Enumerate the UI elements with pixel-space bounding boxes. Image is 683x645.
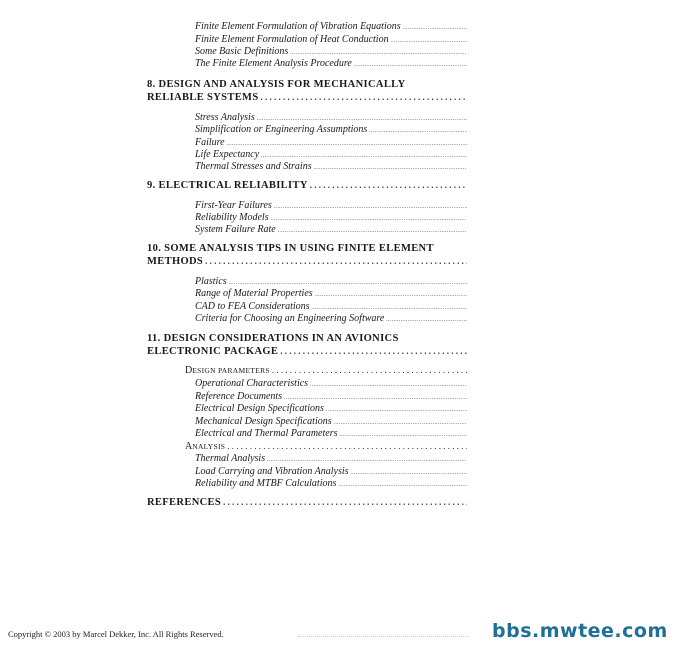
toc-entry-title: Plastics <box>195 276 227 287</box>
dot-leader <box>278 228 467 234</box>
dot-leader <box>338 482 467 488</box>
toc-entry-title: Thermal Stresses and Strains <box>195 161 312 172</box>
toc-entry[interactable] <box>195 224 467 237</box>
dot-leader <box>326 407 467 413</box>
dot-leader <box>315 292 467 298</box>
toc-entry[interactable] <box>195 124 467 137</box>
toc-entry-title: Stress Analysis <box>195 112 255 123</box>
dot-leader <box>227 441 467 451</box>
toc-entry-title: Range of Material Properties <box>195 288 313 299</box>
group-title-rest: ESIGN PARAMETERS <box>192 366 270 375</box>
toc-entry-title: Life Expectancy <box>195 149 260 160</box>
toc-entry-title: Electrical and Thermal Parameters <box>195 428 338 439</box>
toc-entry[interactable] <box>195 161 467 174</box>
footer-divider <box>298 636 468 637</box>
chapter-heading-11[interactable]: 11. DESIGN CONSIDERATIONS IN AN AVIONICS <box>147 333 399 344</box>
dot-leader <box>290 50 467 56</box>
toc-entry[interactable] <box>195 453 467 466</box>
dot-leader <box>369 128 467 134</box>
copyright-notice: Copyright © 2003 by Marcel Dekker, Inc. All Rights Reserved. <box>8 629 224 639</box>
toc-entry[interactable] <box>195 21 467 34</box>
dot-leader <box>205 256 467 266</box>
chapter-heading-8[interactable]: 8. DESIGN AND ANALYSIS FOR MECHANICALLY <box>147 79 406 90</box>
dot-leader <box>334 420 467 426</box>
toc-entry[interactable] <box>195 58 467 71</box>
toc-entry-title: Some Basic Definitions <box>195 46 289 57</box>
chapter-heading-9[interactable] <box>147 180 467 194</box>
dot-leader <box>261 153 467 159</box>
toc-entry-title: Reference Documents <box>195 391 283 402</box>
references-heading[interactable] <box>147 497 467 511</box>
dot-leader <box>314 165 467 171</box>
group-title-initial: D <box>185 365 193 376</box>
dot-leader <box>271 216 467 222</box>
toc-entry-title: Thermal Analysis <box>195 453 266 464</box>
toc-group-design-parameters[interactable] <box>185 365 467 378</box>
group-title-rest: NALYSIS <box>192 442 226 451</box>
toc-entry[interactable] <box>195 378 467 391</box>
dot-leader <box>310 382 467 388</box>
toc-entry-title: Load Carrying and Vibration Analysis <box>195 466 349 477</box>
dot-leader <box>391 38 467 44</box>
dot-leader <box>339 432 467 438</box>
toc-entry[interactable] <box>195 403 467 416</box>
chapter-heading-10-line2[interactable] <box>147 256 467 270</box>
dot-leader <box>261 92 467 102</box>
toc-entry[interactable] <box>195 288 467 301</box>
dot-leader <box>310 180 467 190</box>
dot-leader <box>312 305 467 311</box>
toc-entry[interactable] <box>195 428 467 441</box>
watermark-logo[interactable]: bbs.mwtee.com <box>492 620 668 642</box>
dot-leader <box>257 116 467 122</box>
toc-entry-title: Mechanical Design Specifications <box>195 416 332 427</box>
dot-leader <box>274 204 467 210</box>
dot-leader <box>229 280 467 286</box>
chapter-title: METHODS <box>147 256 204 267</box>
toc-entry-title: Reliability Models <box>195 212 269 223</box>
toc-entry-title: Criteria for Choosing an Engineering Software <box>195 313 385 324</box>
toc-entry-title: Failure <box>195 137 225 148</box>
toc-entry-title: Simplification or Engineering Assumptions <box>195 124 368 135</box>
toc-entry-title: Electrical Design Specifications <box>195 403 324 414</box>
dot-leader <box>272 365 467 375</box>
toc-entry[interactable] <box>195 313 467 326</box>
toc-entry-title: Finite Element Formulation of Vibration Equations <box>195 21 401 32</box>
chapter-heading-10[interactable]: 10. SOME ANALYSIS TIPS IN USING FINITE ELEMENT <box>147 243 434 254</box>
dot-leader <box>351 470 467 476</box>
group-title-initial: A <box>185 441 193 452</box>
toc-entry-title: System Failure Rate <box>195 224 276 235</box>
toc-entry-title: Reliability and MTBF Calculations <box>195 478 337 489</box>
group-title <box>185 365 270 376</box>
dot-leader <box>354 62 467 68</box>
group-title <box>185 441 225 452</box>
dot-leader <box>386 317 467 323</box>
dot-leader <box>227 141 467 147</box>
toc-entry-title: First-Year Failures <box>195 200 272 211</box>
toc-entry[interactable] <box>195 478 467 491</box>
dot-leader <box>267 457 467 463</box>
chapter-heading-11-line2[interactable] <box>147 346 467 360</box>
chapter-title: ELECTRONIC PACKAGE <box>147 346 279 357</box>
dot-leader <box>280 346 467 356</box>
dot-leader <box>284 395 467 401</box>
dot-leader <box>403 25 467 31</box>
toc-entry-title: Operational Characteristics <box>195 378 309 389</box>
chapter-title: RELIABLE SYSTEMS <box>147 92 259 103</box>
chapter-title: REFERENCES <box>147 497 222 508</box>
toc-entry-title: CAD to FEA Considerations <box>195 301 310 312</box>
chapter-heading-8-line2[interactable] <box>147 92 467 106</box>
toc-entry-title: Finite Element Formulation of Heat Conduction <box>195 34 389 45</box>
toc-entry-title: The Finite Element Analysis Procedure <box>195 58 352 69</box>
dot-leader <box>223 497 467 507</box>
chapter-title: 9. ELECTRICAL RELIABILITY <box>147 180 308 191</box>
